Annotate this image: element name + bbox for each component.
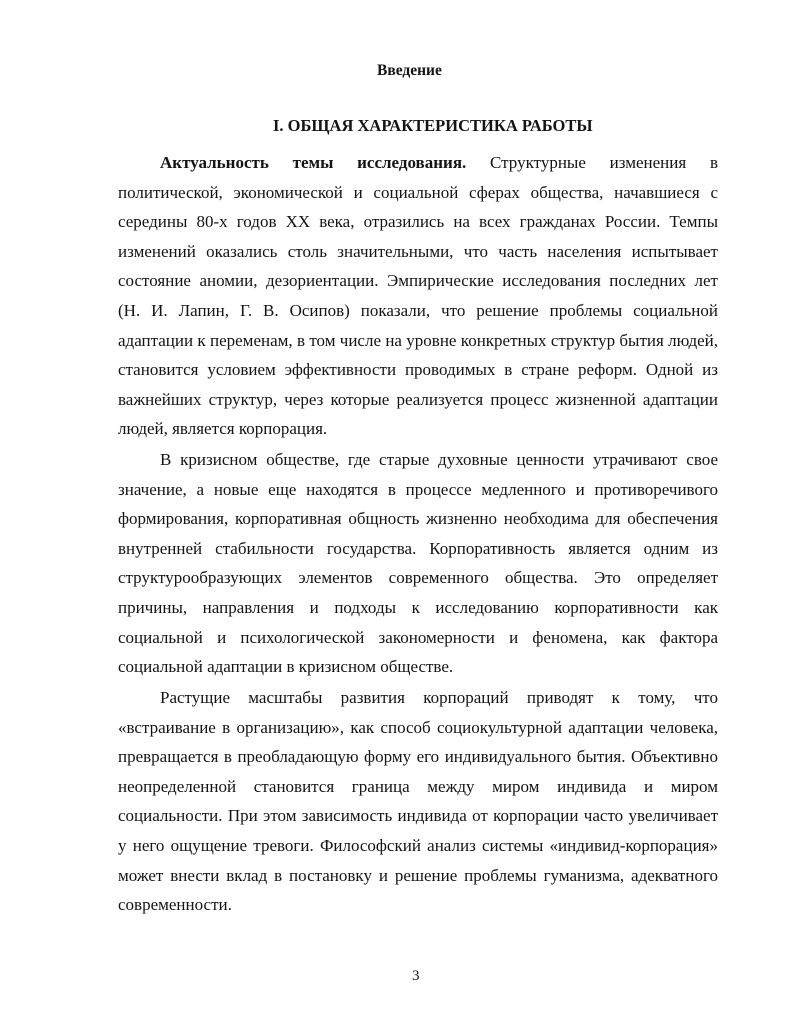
section-heading: I. ОБЩАЯ ХАРАКТЕРИСТИКА РАБОТЫ: [273, 116, 593, 135]
paragraph-lead: Актуальность темы исследования.: [160, 153, 467, 172]
paragraph-relevance: [118, 148, 718, 444]
intro-heading: Введение: [377, 62, 442, 79]
paragraph-text: Структурные изменения в политической, экономической и социальной сферах общества, начавшиеся с середины 80-х годов XX века, отразились на всех гражданах России. Темпы изменений оказались столь значительными, что часть населения испытывает состояние аномии, дезориентации. Эмпирические исследования последних лет (Н. И. Лапин, Г. В. Осипов) показали, что решение проблемы социальной адаптации к переменам, в том числе на уровне конкретных структур бытия людей, становится условием эффективности проводимых в стране реформ. Одной из важнейших структур, через которые реализуется процесс жизненной адаптации людей, является корпорация.: [118, 153, 718, 439]
paragraph-crisis-society: В кризисном обществе, где старые духовные ценности утрачивают свое значение, а новые еще находятся в процессе медленного и противоречивого формирования, корпоративная общность жизненно необходима для обеспечения внутренней стабильности государства. Корпоративность является одним из структурообразующих элементов современного общества. Это определяет причины, направления и подходы к исследованию корпоративности как социальной и психологической закономерности и феномена, как фактора социальной адаптации в кризисном обществе.: [118, 450, 718, 677]
page-number: 3: [412, 968, 420, 984]
paragraph-corporations: Растущие масштабы развития корпораций приводят к тому, что «встраивание в организацию», как способ социокультурной адаптации человека, превращается в преобладающую форму его индивидуального бытия. Объективно неопределенной становится граница между миром индивида и миром социальности. При этом зависимость индивида от корпорации часто увеличивает у него ощущение тревоги. Философский анализ системы «индивид-корпорация» может внести вклад в постановку и решение проблемы гуманизма, адекватного современности.: [118, 688, 718, 915]
